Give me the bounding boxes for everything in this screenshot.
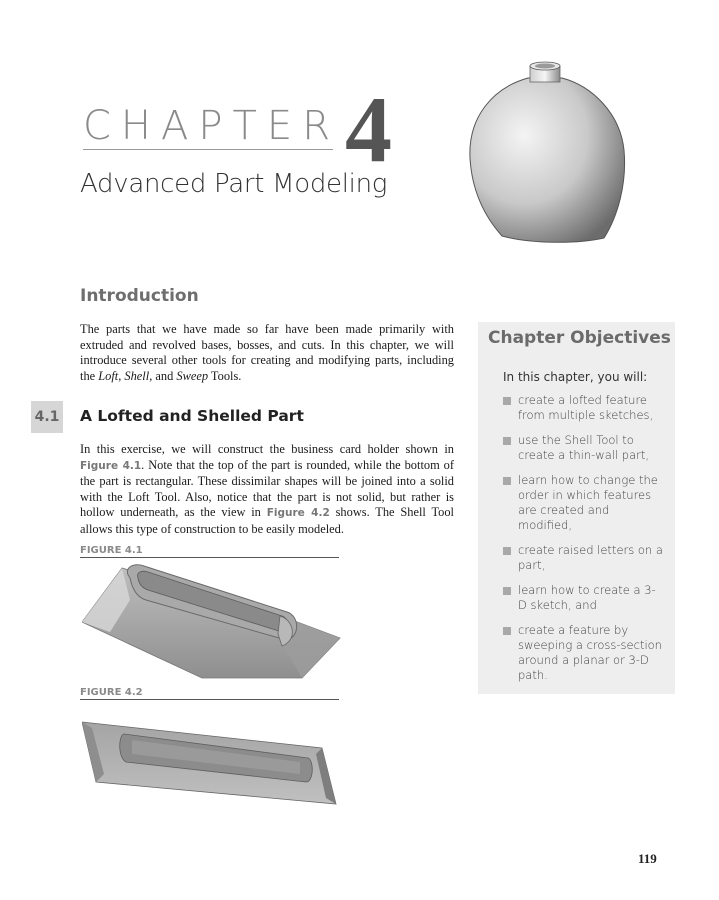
- chapter-title: Advanced Part Modeling: [80, 169, 388, 199]
- figure-4-1-label: FIGURE 4.1: [80, 545, 143, 556]
- bullet-square-icon: [503, 587, 511, 595]
- bullet-square-icon: [503, 437, 511, 445]
- bullet-square-icon: [503, 547, 511, 555]
- objective-item: [503, 623, 663, 683]
- figure-4-2-image: [82, 712, 344, 808]
- objective-item: [503, 583, 663, 613]
- objective-text: create a feature by sweeping a cross-section around a planar or 3-D path.: [518, 623, 662, 682]
- intro-text: Tools.: [208, 368, 242, 383]
- objective-text: create a lofted feature from multiple sketches,: [518, 393, 654, 422]
- page-number: 119: [638, 851, 657, 866]
- figure-4-2-label: FIGURE 4.2: [80, 687, 143, 698]
- figure-4-1-rule: [80, 557, 339, 558]
- section-text: . Note that the top of the part is rounded, while the bottom of the part is rectangular. These dissimilar shapes will be joined into a solid with the Loft Tool. Also, notice that the part is not solid, but rather is hollow underneath, as the view in: [80, 457, 454, 519]
- chapter-number: 4: [345, 78, 392, 182]
- section-heading: A Lofted and Shelled Part: [80, 407, 304, 425]
- section-paragraph: [80, 442, 454, 537]
- objective-text: use the Shell Tool to create a thin-wall part,: [518, 433, 650, 462]
- introduction-heading: Introduction: [80, 286, 199, 306]
- objectives-list: [503, 393, 663, 693]
- objective-item: [503, 543, 663, 573]
- objective-item: [503, 433, 663, 463]
- objective-item: [503, 473, 663, 533]
- figure-4-2-rule: [80, 699, 339, 700]
- objectives-intro: In this chapter, you will:: [503, 370, 648, 384]
- figure-4-1-image: [82, 560, 344, 680]
- objective-text: learn how to change the order in which features are created and modified,: [518, 473, 658, 532]
- bullet-square-icon: [503, 397, 511, 405]
- bottle-illustration: [462, 58, 632, 248]
- objective-text: learn how to create a 3-D sketch, and: [518, 583, 656, 612]
- chapter-word: CHAPTER: [83, 103, 340, 149]
- objective-text: create raised letters on a part,: [518, 543, 663, 572]
- intro-tool-loft-shell: Loft, Shell: [98, 368, 150, 383]
- section-text: shows. The Shell Tool allows this type of construction to be easily modeled.: [80, 505, 454, 536]
- intro-text: , and: [149, 368, 177, 383]
- introduction-paragraph: [80, 322, 454, 384]
- bullet-square-icon: [503, 477, 511, 485]
- intro-text: The parts that we have made so far have been made primarily with extruded and revolved bases, bosses, and cuts. In this chapter, we will introduce several other tools for creating and modifying parts, including the: [80, 322, 454, 383]
- section-text: In this exercise, we will construct the business card holder shown in: [80, 442, 454, 456]
- chapter-rule: [83, 149, 333, 150]
- objective-item: [503, 393, 663, 423]
- figure-4-1-link[interactable]: Figure 4.1: [80, 459, 142, 472]
- intro-tool-sweep: Sweep: [176, 368, 209, 383]
- bullet-square-icon: [503, 627, 511, 635]
- objectives-title: Chapter Objectives: [488, 328, 671, 348]
- section-number-badge: 4.1: [31, 401, 63, 433]
- figure-4-2-link[interactable]: Figure 4.2: [266, 507, 330, 519]
